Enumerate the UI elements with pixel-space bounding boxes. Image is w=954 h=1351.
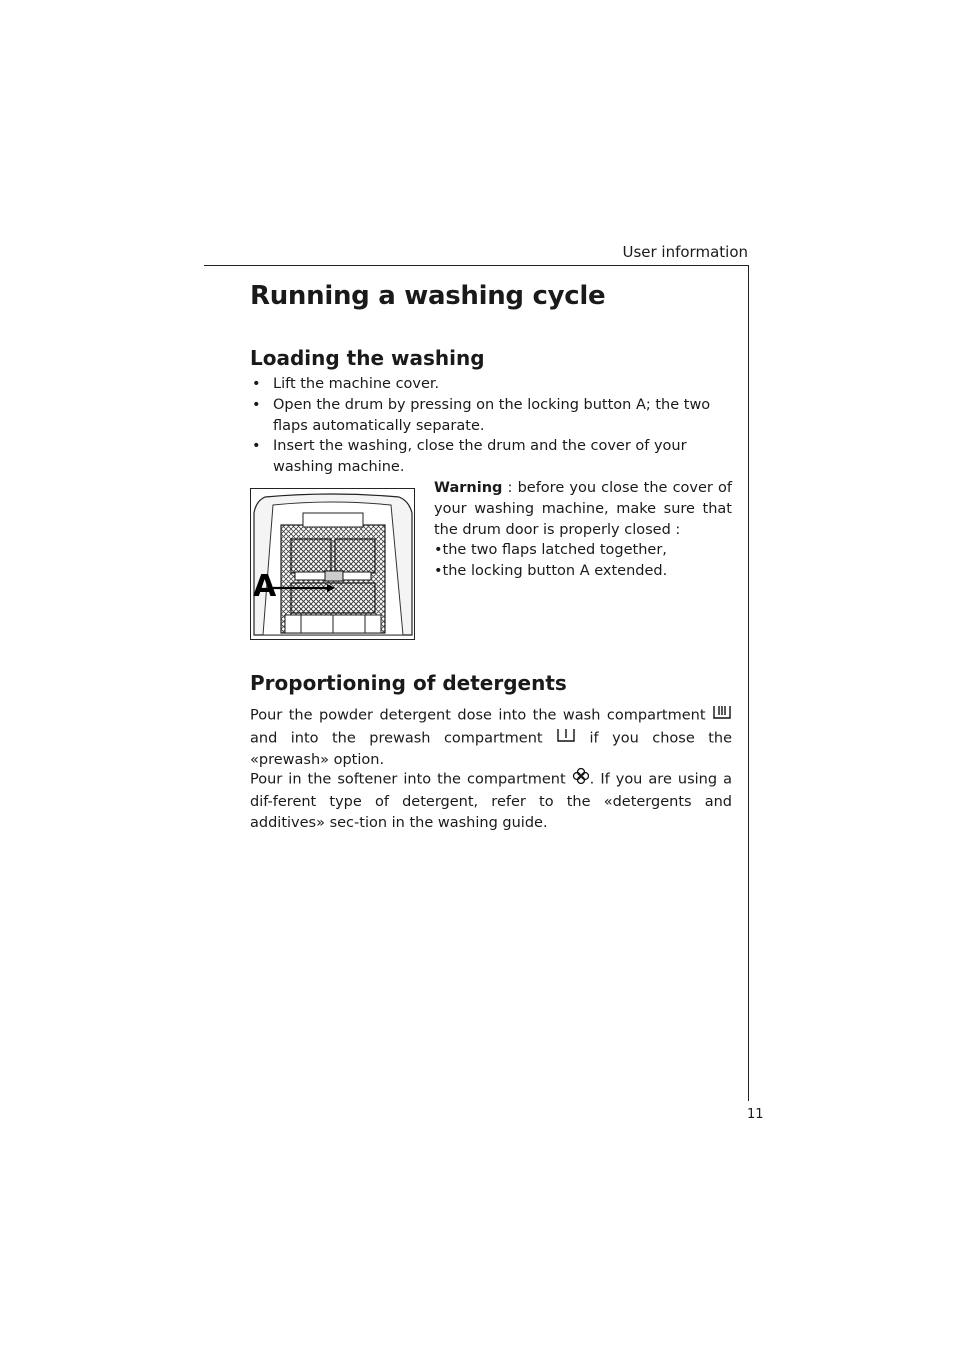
- list-item-text: Open the drum by pressing on the locking button A; the two flaps automatically separate.: [273, 396, 711, 434]
- softener-paragraph: [250, 767, 732, 833]
- list-item: [250, 395, 732, 437]
- warning-item: •the locking button A extended.: [434, 563, 668, 580]
- prewash-compartment-icon: [556, 727, 576, 750]
- paragraph-text: Pour the powder detergent dose into the wash compartment: [250, 707, 712, 724]
- list-item-text: Lift the machine cover.: [273, 376, 440, 392]
- warning-item: •the two flaps latched together,: [434, 542, 667, 559]
- bullet-icon: •: [252, 396, 261, 413]
- side-rule: [748, 265, 749, 1101]
- list-item: [250, 374, 732, 395]
- loading-heading: Loading the washing: [250, 346, 485, 370]
- bullet-icon: •: [252, 438, 261, 455]
- paragraph-text: . If you are using a dif-ferent type of detergent, refer to the «detergents and additives» sec-tion in the washing guide.: [250, 771, 732, 831]
- figure-label-a: A: [253, 569, 277, 604]
- paragraph-text: and into the prewash compartment: [250, 730, 557, 747]
- list-item: [250, 436, 732, 478]
- list-item-text: Insert the washing, close the drum and the cover of your washing machine.: [273, 438, 687, 476]
- paragraph-text: if you chose the «prewash» option.: [250, 730, 732, 768]
- page-title: Running a washing cycle: [250, 281, 606, 311]
- warning-block: [434, 478, 732, 582]
- paragraph-text: Pour in the softener into the compartment: [250, 771, 572, 788]
- page-number: 11: [747, 1107, 764, 1122]
- header-section-label: User information: [622, 243, 748, 261]
- header-rule: [204, 265, 749, 266]
- drum-illustration: [250, 488, 415, 640]
- detergent-paragraph: [250, 704, 732, 770]
- warning-label: Warning: [434, 480, 503, 496]
- loading-steps: [250, 374, 732, 478]
- bullet-icon: •: [252, 376, 261, 392]
- detergents-heading: Proportioning of detergents: [250, 671, 567, 695]
- wash-compartment-icon: [712, 704, 732, 727]
- warning-text: : before you close the cover of your washing machine, make sure that the drum door is properly closed :: [434, 480, 732, 538]
- softener-flower-icon: [572, 767, 590, 792]
